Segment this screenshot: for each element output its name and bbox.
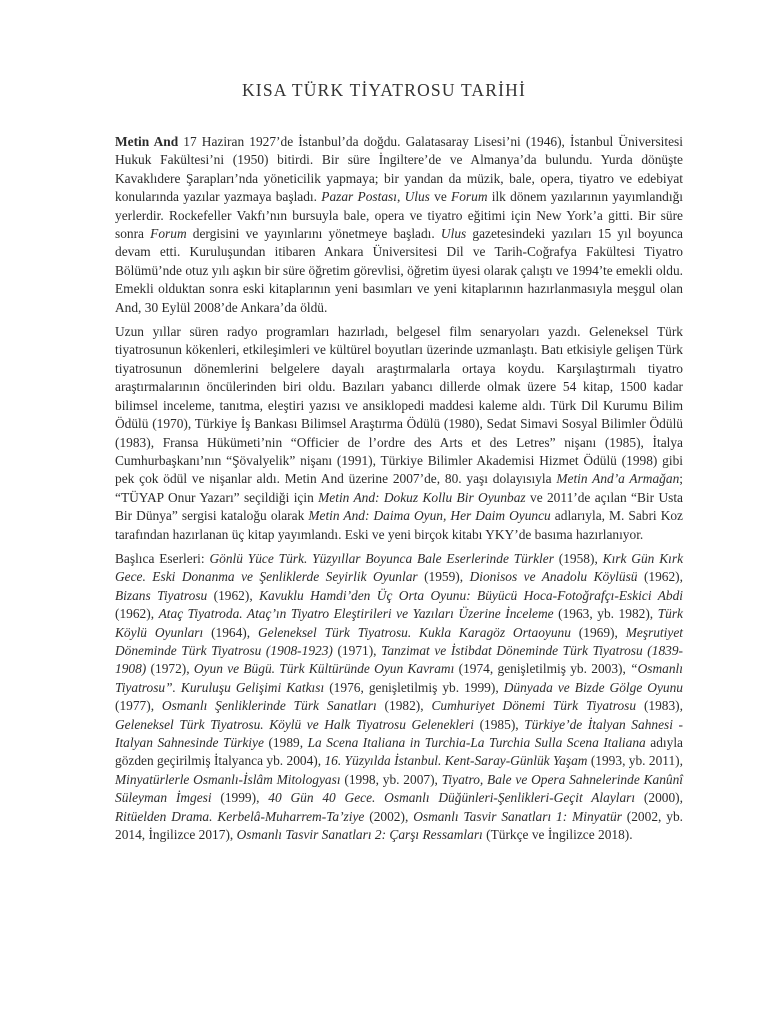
italic-text-run: Osmanlı Tasvir Sanatları 2: Çarşı Ressamları [236, 827, 483, 843]
text-run: ve 2011’de açılan “Bir Usta Bir Dünya” sergisi kataloğu olarak [115, 489, 684, 524]
text-run: (1962), [207, 587, 260, 603]
italic-text-run: Türk Köylü Oyunları [115, 606, 683, 640]
italic-text-run: Dünyada ve Bizde Gölge Oyunu [503, 679, 684, 695]
italic-text-run: Gönlü Yüce Türk. Yüzyıllar Boyunca Bale Eserlerinde Türkler [209, 550, 554, 566]
text-run: ilk dönem yazılarının yayımlandığı yerlerdir. Rockefeller Vakfı’nın bursuyla bale, opera ve tiyatro eğitimi için New York’a gitti. Bir süre sonra [115, 189, 683, 242]
italic-text-run: Osmanlı Şenliklerinde Türk Sanatları [161, 698, 377, 714]
italic-text-run: Osmanlı Tasvir Sanatları 1: Minyatür [413, 808, 622, 824]
italic-text-run: Ulus [440, 226, 467, 242]
text-run: ve [429, 189, 452, 205]
text-run: (1964), [203, 624, 258, 640]
italic-text-run: Tiyatro, Bale ve Opera Sahnelerinde Kanûnî Süleyman İmgesi [115, 771, 684, 806]
text-run: (2002), [364, 808, 414, 824]
text-run: (2000), [635, 790, 683, 806]
italic-text-run: Minyatürlerle Osmanlı-İslâm Mitologyası [115, 771, 341, 787]
text-run: (1962), [115, 606, 159, 622]
bold-text-run: Metin And [115, 134, 179, 149]
text-run: dergisini ve yayınlarını yönetmeye başladı. [186, 226, 441, 242]
text-run: (1958), [553, 550, 603, 566]
italic-text-run: Pazar Postası [321, 189, 397, 205]
text-run: (1976, genişletilmiş yb. 1999), [324, 679, 504, 695]
text-run: (1969), [570, 624, 626, 640]
italic-text-run: 40 Gün 40 Gece. Osmanlı Düğünleri-Şenlikleri-Geçit Alayları [268, 790, 636, 806]
text-run: (1983), [636, 698, 683, 714]
text-run: (1962), [637, 569, 683, 585]
text-run: (1982), [376, 698, 432, 714]
italic-text-run: Cumhuriyet Dönemi Türk Tiyatrosu [431, 698, 637, 714]
text-run: (2002, yb. 2014, İngilizce 2017), [115, 808, 683, 843]
italic-text-run: Tanzimat ve İstibdat Döneminde Türk Tiyatrosu (1839-1908) [115, 642, 683, 677]
text-run: (1989, [263, 735, 308, 750]
text-run: Uzun yıllar süren radyo programları hazırladı, belgesel film senaryoları yazdı. Geleneksel Türk tiyatrosunun kökenleri, etkileşimleri ve kültürel boyutları üzerinde uzmanlaştı. Batı etkisiyle gelişen Türk tiyatrosunun dönemlerini belgelere dayalı araştırmalarla ortaya koydu. Karşılaştırmalı tiyatro araştırmalarının öncülerinden biri oldu. Bazıları yabancı dillerde olmak üzere 54 kitap, 1500 kadar bilimsel inceleme, tanıtma, eleştiri yazısı ve ansiklopedi maddesi kaleme aldı. Türk Dil Kurumu Bilim Ödülü (1970), Türkiye İş Bankası Bilimsel Araştırma Ödülü (1980), Sedat Simavi Sosyal Bilimler Ödülü (1983), Fransa Hükümeti’nin “Officier de l’ordre des Arts et des Letres” nişanı (1985), İtalya Cumhurbaşkanı’nın “Şövalyelik” nişanı (1991), Türkiye Bilimler Akademisi Hizmet Ödülü (1998) gibi pek çok ödül ve nişanlar aldı. Metin And üzerine 2007’de, 80. yaşı dolayısıyla [115, 324, 683, 487]
italic-text-run: Geleneksel Türk Tiyatrosu. Kukla Karagöz Ortaoyunu [257, 624, 571, 640]
text-run: (1972), [146, 661, 194, 677]
text-run: adlarıyla, M. Sabri Koz tarafından hazırlanan üç kitap yayımlandı. Eski ve yeni birçok kitabı YKY’de basıma hazırlanıyor. [115, 508, 683, 542]
text-run: (1977), [115, 698, 162, 714]
text-run: (1963, yb. 1982), [553, 606, 658, 622]
text-run: gazetesindeki yazıları 15 yıl boyunca devam etti. Kuruluşundan itibaren Ankara Üniversitesi Dil ve Tarih-Coğrafya Fakültesi Tiyatro Bölümü’nde otuz yılı aşkın bir süre öğretim görevlisi, öğretim üyesi olarak çalıştı ve 1994’te emekli oldu. Emekli olduktan sonra eski kitaplarının yeni basımları ve yeni kitaplarının hazırlanmasıyla meşgul olan And, 30 Eylül 2008’de Ankara’da öldü. [115, 226, 683, 315]
italic-text-run: La Scena Italiana in Turchia-La Turchia Sulla Scena Italiana [307, 735, 646, 750]
italic-text-run: Meşrutiyet Döneminde Türk Tiyatrosu (1908-1923) [115, 624, 683, 658]
italic-text-run: 16. Yüzyılda İstanbul. Kent-Saray-Günlük Yaşam [324, 753, 588, 769]
italic-text-run: Dionisos ve Anadolu Köylüsü [469, 569, 638, 585]
text-run: (1974, genişletilmiş yb. 2003), [454, 661, 631, 677]
text-run: Başlıca Eserleri: [115, 550, 210, 566]
italic-text-run: Kavuklu Hamdi’den Üç Orta Oyunu: Büyücü Hoca-Fotoğrafçı-Eskici Abdi [259, 587, 683, 603]
text-run: 17 Haziran 1927’de İstanbul’da doğdu. Galatasaray Lisesi’ni (1946), İstanbul Üniversitesi Hukuk Fakültesi’ni (1950) bitirdi. Bir süre İngiltere’de ve Almanya’da bulundu. Yurda dönüşte Kavaklıdere Şarapları’nda yöneticilik yapmaya; bir yandan da müzik, bale, opera, tiyatro ve edebiyat konularında yazılar yazmaya başladı. [115, 134, 683, 205]
italic-text-run: Bizans Tiyatrosu [115, 587, 208, 603]
text-run: adıyla gözden geçirilmiş İtalyanca yb. 2004), [115, 735, 683, 769]
text-run: (1998, yb. 2007), [340, 771, 442, 787]
page-title: KISA TÜRK TİYATROSU TARİHİ [241, 80, 527, 100]
italic-text-run: Metin And: Dokuz Kollu Bir Oyunbaz [318, 489, 526, 505]
italic-text-run: Ataç Tiyatroda. Ataç’ın Tiyatro Eleştirileri ve Yazıları Üzerine İnceleme [158, 606, 554, 622]
italic-text-run: Forum [150, 226, 187, 242]
italic-text-run: Forum [451, 189, 488, 205]
text-run: (1993, yb. 2011), [587, 753, 683, 769]
italic-text-run: Metin And’a Armağan [556, 471, 680, 487]
paragraph-career [115, 323, 683, 544]
text-run: (Türkçe ve İngilizce 2018). [482, 827, 633, 843]
text-run: (1971), [332, 642, 382, 658]
biography-text [115, 133, 683, 850]
italic-text-run: Ritüelden Drama. Kerbelâ-Muharrem-Ta’ziye [115, 808, 365, 824]
text-run: (1959), [417, 569, 470, 585]
italic-text-run: “Osmanlı Tiyatrosu”. Kuruluşu Gelişimi Katkısı [115, 661, 683, 695]
italic-text-run: Ulus [404, 189, 430, 205]
italic-text-run: Metin And: Daima Oyun, Her Daim Oyuncu [308, 508, 551, 524]
text-run: (1985), [474, 716, 525, 732]
text-run: (1999), [211, 790, 269, 806]
italic-text-run: Türkiye’de İtalyan Sahnesi - Italyan Sahnesinde Türkiye [115, 716, 683, 750]
italic-text-run: Oyun ve Bügü. Türk Kültüründe Oyun Kavramı [193, 661, 455, 677]
italic-text-run: Geleneksel Türk Tiyatrosu. Köylü ve Halk Tiyatrosu Gelenekleri [115, 716, 474, 732]
text-run: , [396, 189, 405, 205]
paragraph-works [115, 550, 683, 845]
text-run: ; “TÜYAP Onur Yazarı” seçildiği için [115, 471, 683, 505]
italic-text-run: Kırk Gün Kırk Gece. Eski Donanma ve Şenliklerde Seyirlik Oyunlar [115, 550, 684, 585]
paragraph-biography [115, 133, 683, 317]
